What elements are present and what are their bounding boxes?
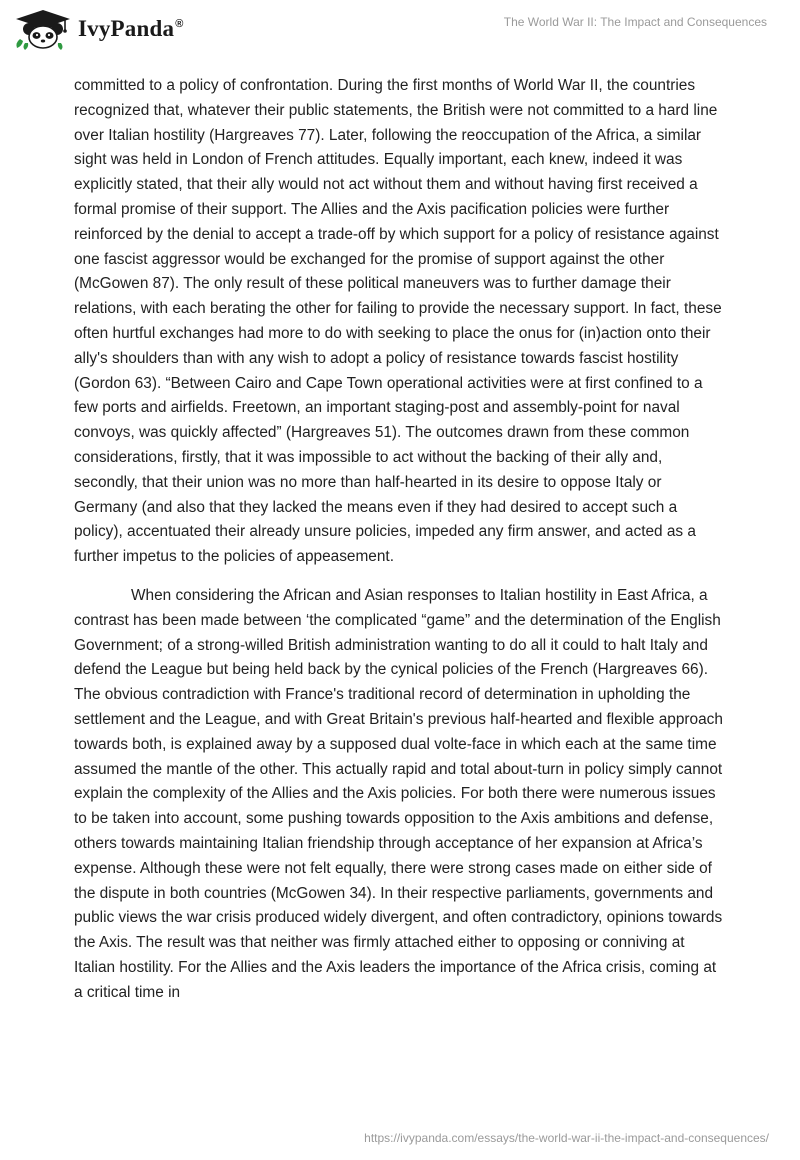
page-header <box>0 0 800 70</box>
brand-name: IvyPanda® <box>78 16 184 41</box>
paragraph: When considering the African and Asian responses to Italian hostility in East Africa, a contrast has been made between ‘the complicated “game” and the determination of the English Government; of a strong-willed British administration wanting to do all it could to halt Italy and defend the League but being held back by the cynical policies of the French (Hargreaves 66). The obvious contradiction with France's traditional record of determination in upholding the settlement and the League, and with Great Britain's previous half-hearted and flexible approach towards both, is explained away by a supposed dual volte-face in which each at the same time assumed the mantle of the other. This actually rapid and total about-turn in policy simply cannot explain the complexity of the Allies and the Axis policies. For both there were numerous issues to be taken into account, some pushing towards opposition to the Axis ambitions and defense, others towards maintaining Italian friendship through acceptance of her expansion at Africa’s expense. Although these were not felt equally, there were strong cases made on either side of the dispute in both countries (McGowen 34). In their respective parliaments, governments and public views the war crisis produced widely divergent, and often contradictory, opinions towards the Axis. The result was that neither was firmly attached either to opposing or conniving at Italian hostility. For the Allies and the Axis leaders the importance of the Africa crisis, coming at a critical time in <box>74 586 723 1001</box>
paragraph: committed to a policy of confrontation. During the first months of World War II, the countries recognized that, whatever their public statements, the British were not committed to a hard line over Italian hostility (Hargreaves 77). Later, following the reoccupation of the Africa, a similar sight was held in London of French attitudes. Equally important, each knew, indeed it was explicitly stated, that their ally would not act without them and without having first received a formal promise of their support. The Allies and the Axis pacification policies were further reinforced by the denial to accept a trade-off by which support for a policy of resistance against one fascist aggressor would be exchanged for the promise of support against the other (McGowen 87). The only result of these political maneuvers was to further damage their relations, with each berating the other for failing to provide the necessary support. In fact, these often hurtful exchanges had more to do with seeking to place the onus for (in)action onto their ally's shoulders than with any wish to adopt a policy of resistance towards fascist hostility (Gordon 63). “Between Cairo and Cape Town operational activities were at first confined to a few ports and airfields. Freetown, an important staging-post and assembly-point for naval convoys, was quickly affected” (Hargreaves 51). The outcomes drawn from these common considerations, firstly, that it was impossible to act without the backing of their ally and, secondly, that their union was no more than half-hearted in its desire to oppose Italy or Germany (and also that they lacked the means even if they had desired to accept such a policy), accentuated their already unsure policies, impeded any firm answer, and acted as a further impetus to the policies of appeasement. <box>74 77 722 566</box>
panda-graduation-cap-icon <box>14 8 72 50</box>
registered-mark: ® <box>175 18 184 31</box>
ivypanda-logo[interactable] <box>14 8 184 50</box>
essay-body <box>74 74 724 1005</box>
document-title: The World War II: The Impact and Consequences <box>503 15 767 29</box>
source-url-link[interactable]: https://ivypanda.com/essays/the-world-war-ii-the-impact-and-consequences/ <box>364 1131 769 1145</box>
